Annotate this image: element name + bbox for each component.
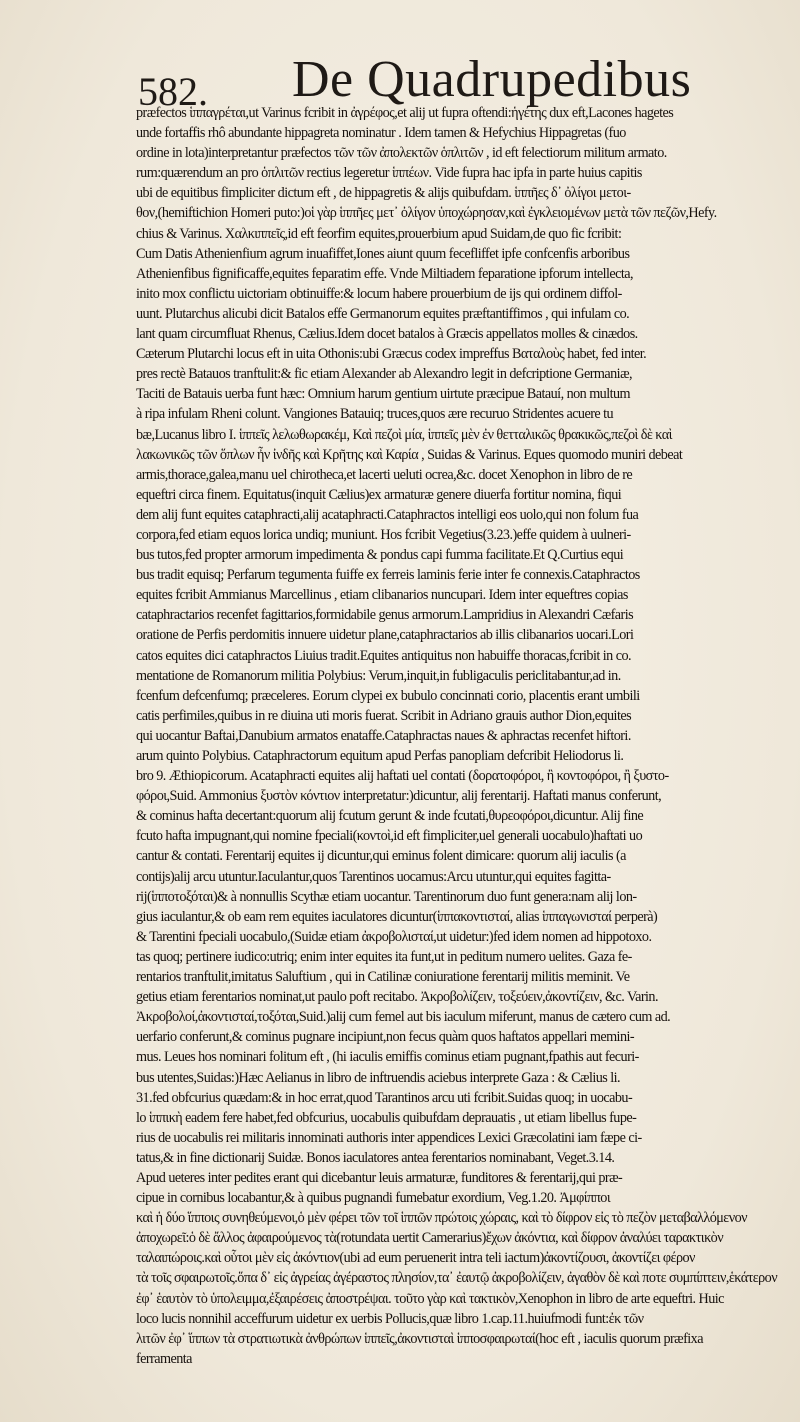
body-text-line-content: à ripa infulam Rheni colunt. Vangiones Batauiq; truces,quos ære recuruo Stridentes acuere tu [136, 406, 614, 423]
body-text-line-content: rij(ἱπποτοξόται)& à nonnullis Scythæ etiam uocantur. Tarentinorum duo funt genera:nam alij lon- [136, 888, 637, 905]
body-text-line-content: ἐφ᾽ ἑαυτὸν τὸ ὑπολειμμα,ἐξαιρέσεις ἀποστρέψαι. τοῦτο γὰρ καὶ τακτικὸν,Xenophon in libro de arte equeftri. Huic [136, 1290, 724, 1307]
body-text-line-content: bro 9. Æthiopicorum. Acataphracti equites alij haftati uel contati (δορατοφόροι, ἢ κοντοφόροι, ἢ ξυστο- [136, 768, 669, 785]
body-text-line [136, 846, 789, 866]
body-text-line [136, 867, 789, 887]
body-text-line [136, 545, 789, 565]
body-text-line-content: bæ,Lucanus libro I. ἱππεῖς λελωθωρακέμ, Καὶ πεζοὶ μία, ἱππεῖς μὲν ἐν θετταλικῶς θρακικῶς,πεζοὶ δὲ καὶ [136, 426, 672, 443]
page-number: 582. [138, 69, 208, 114]
body-text-line [136, 887, 789, 907]
body-text-line-content: armis,thorace,galea,manu uel chirotheca,et lacerti ueluti ocrea,&c. docet Xenophon in libro de re [136, 466, 633, 483]
body-text-line [136, 1047, 789, 1067]
body-text-line [136, 1329, 789, 1349]
body-text-line-content: cataphractarios recenfet fagittarios,formidabile genus armorum.Lampridius in Alexandri Cæfaris [136, 607, 634, 624]
body-text-line-content: tas quoq; pertinere iudico:utriq; enim inter equites ita funt,ut in peditum numero uelites. Gaza fe- [136, 948, 632, 965]
body-text-line [136, 746, 789, 766]
body-text-line-content: ubi de equitibus fimpliciter dictum eft , de hippagretis & alijs quibufdam. ἱππῆες δ᾽ ὀλίγοι μετοι- [136, 185, 631, 202]
body-text-line-content: qui uocantur Baftai,Danubium armatos enataffe.Cataphractas naues & aphractas recenfet hiftori. [136, 727, 631, 744]
body-text-line-content: dem alij funt equites cataphracti,alij acataphracti.Cataphractos intelligi eos uolo,qui non folum fua [136, 506, 639, 523]
body-text-line [136, 163, 789, 183]
body-text-line-content: ἀποχωρεῖ:ὁ δὲ ἄλλος ἀφαιρούμενος τὰ(rotundata uertit Camerarius)ἔχων ἀκόντια, καὶ δίφρον ἀναλύει ταρακτικὸν [136, 1230, 724, 1247]
body-text-line-content: ordine in lota)interpretantur præfectos τῶν τῶν ἀπολεκτῶν ὁπλιτῶν , id eft felectiorum militum armato. [136, 145, 667, 162]
body-text-line [136, 264, 789, 284]
body-text-line [136, 806, 789, 826]
body-text-line [136, 1168, 789, 1188]
body-text-line [136, 404, 789, 424]
body-text-line-content: catos equites dici cataphractos Liuius tradit.Equites antiquitus non habuiffe thoracas,fcribit in co. [136, 647, 631, 664]
body-text-line-content: bus tradit equisq; Perfarum tegumenta fuiffe ex ferreis laminis ferie inter fe connexis.Cataphractos [136, 567, 640, 584]
body-text-line [136, 1289, 789, 1309]
body-text-line-content: cipue in cornibus locabantur,& à quibus pugnandi fumebatur exordium, Veg.1.20. Ἀμφίπποι [136, 1190, 611, 1207]
body-text-line [136, 826, 789, 846]
body-text-line-content: rius de uocabulis rei militaris innominati authoris inter appendices Lexici Græcolatini iam fæpe ci- [136, 1129, 642, 1146]
body-text-line [136, 1007, 789, 1027]
body-text-line-content: uunt. Plutarchus alicubi dicit Batalos effe Germanorum equites præftantiffimos , qui infulam co. [136, 305, 630, 322]
body-text-line [136, 224, 789, 244]
body-text-line-content: cantur & contati. Ferentarij equites ij dicuntur,qui eminus folent dimicare: quorum alij iaculis (a [136, 848, 626, 865]
body-text-line [136, 585, 789, 605]
body-text-line [136, 304, 789, 324]
body-text-line [136, 425, 789, 445]
body-text-line [136, 605, 789, 625]
body-text-line-content: τὰ τοῖς σφαιρωτοῖς.ὅπα δ᾽ εἰς ἀγρείας ἀγέραστος πλησίον,τα᾽ ἐαυτῷ ἀκροβολίζειν, ἀγαθὸν δὲ καὶ ποτε συμπίπτειν,ἑκάτερον [136, 1270, 778, 1287]
body-text-line-content: Cum Datis Athenienfium agrum inuafiffet,Iones aiunt quum fecefliffet ipfe confcenfis arboribus [136, 245, 630, 262]
body-text-line-content: uerfario conferunt,& cominus pugnare incipiunt,non fecus quàm quos haftatos appellari memini- [136, 1029, 635, 1046]
body-text-line [136, 1228, 789, 1248]
body-text-line [136, 364, 789, 384]
body-text-line-content: rum:quærendum an pro ὁπλιτῶν rectius legeretur ἱππέων. Vide fupra hac ipfa in parte huius capitis [136, 165, 642, 182]
body-text-line-content: λακωνικῶς τῶν ὅπλων ἦν ἰνδῆς καὶ Κρῆτης καὶ Καρία , Suidas & Varinus. Eques quomodo muniri debeat [136, 446, 683, 463]
body-text-line [136, 103, 789, 123]
body-text-line-content: chius & Varinus. Χαλκιππεῖς,id eft feorfim equites,prouerbium apud Suidam,de quo fic fcribit: [136, 225, 622, 242]
body-text-line [136, 666, 789, 686]
body-text-line-content: bus utentes,Suidas:)Hæc Aelianus in libro de inftruendis aciebus interprete Gaza : & Cælius li. [136, 1069, 621, 1086]
body-text-line-content: lant quam circumfluat Rhenus, Cælius.Idem docet batalos à Græcis appellatos molles & cinædos. [136, 326, 638, 343]
body-text-line [136, 1128, 789, 1148]
running-title: De Quadrupedibus [292, 51, 692, 108]
body-text-line-content: Athenienfibus fignificaffe,equites feparatim effe. Vnde Miltiadem feparatione ipforum intellecta, [136, 265, 633, 282]
body-text-line-content: tatus,& in fine dictionarij Suidæ. Bonos iaculatores antea ferentarios nominabant, Veget.3.14. [136, 1149, 615, 1166]
body-text-line [136, 1349, 789, 1369]
body-text-line [136, 324, 789, 344]
body-text-line [136, 505, 789, 525]
body-text-line-content: 31.fed obfcurius quædam:& in hoc errat,quod Tarantinos arcu uti fcribit.Suidas quoq; in uocabu- [136, 1089, 633, 1106]
body-text-line [136, 143, 789, 163]
body-text-line-content: getius etiam ferentarios nominat,ut paulo poft recitabo. Ἀκροβολίζειν, τοξεύειν,ἀκοντίζειν, &c. Varin. [136, 989, 658, 1006]
body-text-line [136, 646, 789, 666]
body-text-line-content: equeftri circa finem. Equitatus(inquit Cælius)ex armaturæ genere diuerfa fortitur nomina, fiqui [136, 486, 622, 503]
body-text-line-content: φόροι,Suid. Ammonius ξυστὸν κόντιον interpretatur:)dicuntur, alij ferentarij. Haftati manus conferunt, [136, 788, 662, 805]
body-text-line [136, 686, 789, 706]
body-text-line-content: Ἀκροβολοί,ἀκοντισταί,τοξόται,Suid.)alij cum femel aut bis iaculum miferunt, manus de cætero cum ad. [136, 1009, 671, 1026]
body-text-line [136, 1148, 789, 1168]
body-text-line [136, 726, 789, 746]
body-text-line-content: fcenfum defcenfumq; præceleres. Eorum clypei ex bubulo concinnati corio, placentis erant umbili [136, 687, 640, 704]
body-text-line-content: Cæterum Plutarchi locus eft in uita Othonis:ubi Græcus codex impreffus Βαταλοὺς habet, fed inter. [136, 346, 647, 363]
body-text-line-content: rentarios tranftulit,imitatus Saluftium , qui in Catilinæ coniuratione ferentarij militis meminit. Ve [136, 969, 630, 986]
body-text-line-content: λιτῶν ἐφ᾽ ἵππων τὰ στρατιωτικὰ ἀνθρώπων ἱππεῖς,ἀκοντισταὶ ἱπποσφαιρωταί(hoc eft , iaculis quorum præfixa [136, 1330, 703, 1347]
body-text-line-content: Apud ueteres inter pedites erant qui dicebantur leuis armaturæ, funditores & ferentarij,qui præ- [136, 1169, 623, 1186]
body-text-line [136, 786, 789, 806]
body-text-line-content: mus. Leues hos nominari folitum eft , (hi iaculis emiffis cominus etiam pugnant,fpathis aut fecuri- [136, 1049, 639, 1066]
body-text-line [136, 525, 789, 545]
body-text-line-content: ταλαιπώροις.καὶ οὗτοι μὲν εἰς ἀκόντιον(ubi ad eum peruenerit intra teli iactum)ἀκοντίζουσι, ἀκοντίζει φέρον [136, 1250, 695, 1267]
body-text-line [136, 1188, 789, 1208]
body-text-line-content: præfectos ἱππαγρέται,ut Varinus fcribit in ἀγρέφος,et alij ut fupra oftendi:ἡγέτης dux eft,Lacones hagetes [136, 105, 674, 121]
body-text-line [136, 183, 789, 203]
body-text-line [136, 907, 789, 927]
body-text-line [136, 987, 789, 1007]
body-text-line-content: corpora,fed etiam equos lorica undiq; muniunt. Hos fcribit Vegetius(3.23.)effe quidem à uulneri- [136, 526, 631, 543]
body-text-line [136, 1248, 789, 1268]
body-text-line [136, 947, 789, 967]
body-text-line-content: bus tutos,fed propter armorum impedimenta & pondus capi fumma facilitate.Et Q.Curtius equi [136, 547, 624, 564]
body-text-line-content: & Tarentini fpeciali uocabulo,(Suidæ etiam ἀκροβολισταί,ut uidetur:)fed idem nomen ad hippotoxo. [136, 928, 652, 945]
body-text-line-content: & cominus hafta decertant:quorum alij fcutum gerunt & inde fcutati,θυρεοφόροι,dicuntur. Alij fine [136, 808, 644, 825]
body-text-line [136, 967, 789, 987]
body-text-line [136, 1027, 789, 1047]
body-text-line-content: unde fortaffis rhô abundante hippagreta nominatur . Idem tamen & Hefychius Hippagretas (fuo [136, 125, 626, 142]
body-text-line [136, 485, 789, 505]
body-text-line [136, 344, 789, 364]
body-text-line [136, 244, 789, 264]
body-text-line [136, 1208, 789, 1228]
body-text-line [136, 927, 789, 947]
body-text-line [136, 625, 789, 645]
body-text-line [136, 1309, 789, 1329]
main-text-block [136, 103, 789, 1367]
body-text-line-content: inito mox conflictu uictoriam obtinuiffe:& locum habere prouerbium de ijs qui ordinem diffol- [136, 285, 622, 302]
body-text-line-content: lo ἱππικὴ eadem fere habet,fed obfcurius, uocabulis quibufdam deprauatis , ut etiam libellus fupe- [136, 1109, 637, 1126]
body-text-line-content: gius iaculantur,& ob eam rem equites iaculatores dicuntur(ἱππακοντισταί, alias ἱππαγωνισταί perperà) [136, 908, 658, 925]
body-text-line [136, 123, 789, 143]
body-text-line-content: mentatione de Romanorum militia Polybius: Verum,inquit,in fubligaculis periclitabantur,ad in. [136, 667, 621, 684]
body-text-line [136, 766, 789, 786]
body-text-line-content: arum quinto Polybius. Cataphractorum equitum apud Perfas panopliam defcribit Heliodorus li. [136, 748, 624, 764]
body-text-line-content: oratione de Perfis perdomitis innuere uidetur plane,cataphractarios ab illis clibanarios uocari.Lori [136, 627, 634, 644]
body-text-line [136, 1108, 789, 1128]
body-text-line-content: catis perfimiles,quibus in re diuina uti moris fuerat. Scribit in Adriano grauis author Dion,equites [136, 707, 632, 724]
body-text-line-content: Taciti de Batauis uerba funt hæc: Omnium harum gentium uirtute præcipue Batauí, non multum [136, 386, 631, 403]
body-text-line [136, 284, 789, 304]
body-text-line [136, 384, 789, 404]
body-text-line-content: ferramenta [136, 1350, 192, 1367]
body-text-line [136, 203, 789, 223]
body-text-line [136, 1088, 789, 1108]
body-text-line-content: contijs)alij arcu utuntur.Iaculantur,quos Tarentinos uocamus:Arcu utuntur,qui equites fagitta- [136, 868, 611, 885]
body-text-line-content: καὶ ἡ δύο ἵπποις συνηθεύμενοι,ὁ μὲν φέρει τῶν τοῖ ἱππῶν πρώτοις χώραις, καὶ τὸ δίφρον εἰς τὸ πεζὸν μεταβαλλόμενον [136, 1210, 747, 1227]
body-text-line [136, 1068, 789, 1088]
body-text-line [136, 465, 789, 485]
body-text-line-content: fcuto hafta impugnant,qui nomine fpeciali(κοντοὶ,id eft fimpliciter,uel generali uocabulo)haftati uo [136, 828, 643, 845]
body-text-line [136, 565, 789, 585]
body-text-line [136, 445, 789, 465]
body-text-line-content: θον,(hemiftichion Homeri puto:)οἱ γὰρ ἱππῆες μετ᾽ ὀλίγον ὑποχώρησαν,καὶ ἐγκλειομένων μετὰ τῶν πεζῶν,Hefy. [136, 205, 717, 222]
body-text-line-content: loco lucis nonnihil acceffurum uidetur ex uerbis Pollucis,quæ libro 1.cap.11.huiufmodi funt:ἐκ τῶν [136, 1310, 644, 1327]
body-text-line [136, 1268, 789, 1288]
body-text-line-content: pres rectè Batauos tranftulit:& fic etiam Alexander ab Alexandro legit in defcriptione Germaniæ, [136, 366, 632, 383]
body-text-line-content: equites fcribit Ammianus Marcellinus , etiam clibanarios nuncupari. Idem inter equeftres copias [136, 587, 628, 604]
body-text-line [136, 706, 789, 726]
